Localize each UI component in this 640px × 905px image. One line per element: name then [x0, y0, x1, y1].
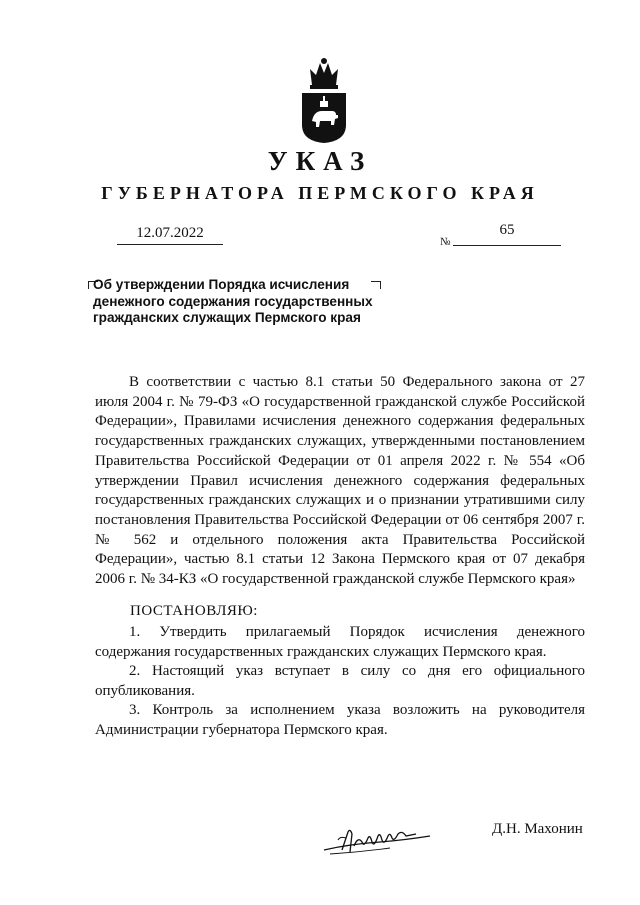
document-subtitle: ГУБЕРНАТОРА ПЕРМСКОГО КРАЯ [101, 183, 539, 203]
document-date: 12.07.2022 [117, 225, 223, 245]
preamble-paragraph: В соответствии с частью 8.1 статьи 50 Федерального закона от 27 июля 2004 г. № 79-ФЗ «О государственной гражданской службе Российской Федерации», Правилами исчисления денежного содержания федеральных государственных гражданских служащих, утвержденными постановлением Правительства Российской Федерации от 01 апреля 2022 г. № 554 «Об утверждении Правил исчисления денежного содержания федеральных государственных гражданских служащих и о признании утратившими силу постановления Правительства Российской Федерации от 06 сентября 2007 г. № 562 и отдельного положения акта Правительства Российской Федерации», частью 8.1 статьи 12 Закона Пермского края от 07 декабря 2006 г. № 34-КЗ «О государственной гражданской службе Пермского края» [95, 374, 585, 588]
coat-of-arms-icon [300, 55, 348, 145]
document-number: 65 [453, 222, 561, 246]
decree-word: ПОСТАНОВЛЯЮ: [130, 603, 258, 619]
handwritten-signature [320, 824, 435, 858]
document-title: УКАЗ [267, 146, 373, 176]
decree-item-2: 2. Настоящий указ вступает в силу со дня его официального опубликования. [95, 663, 585, 699]
decree-item-3: 3. Контроль за исполнением указа возложить на руководителя Администрации губернатора Пермского края. [95, 702, 585, 738]
signer-name: Д.Н. Махонин [492, 821, 583, 837]
decree-item-1: 1. Утвердить прилагаемый Порядок исчисления денежного содержания государственных гражданских служащих Пермского края. [95, 624, 585, 660]
number-sign: № [440, 236, 451, 248]
document-subject: Об утверждении Порядка исчисления денежного содержания государственных гражданских служащих Пермского края [93, 277, 373, 325]
